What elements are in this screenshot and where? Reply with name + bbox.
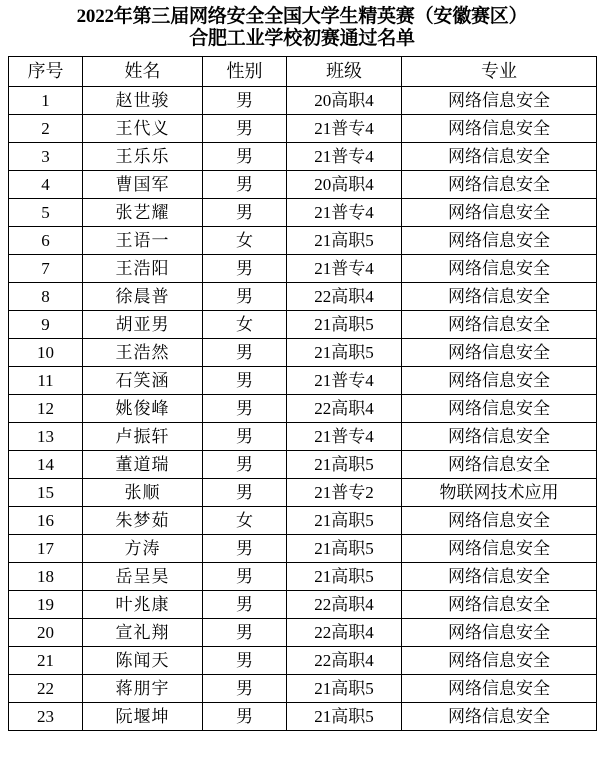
cell-name: 张艺耀 — [83, 198, 203, 226]
cell-index: 7 — [9, 254, 83, 282]
cell-class: 21高职5 — [287, 534, 402, 562]
table-row — [9, 422, 597, 450]
cell-gender: 男 — [203, 674, 287, 702]
cell-major: 网络信息安全 — [402, 562, 597, 590]
table-header-row — [9, 56, 597, 86]
cell-index: 20 — [9, 618, 83, 646]
cell-class: 22高职4 — [287, 590, 402, 618]
cell-name: 岳呈昊 — [83, 562, 203, 590]
cell-gender: 女 — [203, 226, 287, 254]
title-line-primary: 2022年第三届网络安全全国大学生精英赛（安徽赛区） — [76, 6, 528, 27]
cell-name: 蒋朋宇 — [83, 674, 203, 702]
table-row — [9, 702, 597, 730]
cell-major: 网络信息安全 — [402, 142, 597, 170]
cell-class: 21高职5 — [287, 450, 402, 478]
cell-class: 21普专4 — [287, 422, 402, 450]
table-row — [9, 394, 597, 422]
cell-gender: 男 — [203, 618, 287, 646]
cell-name: 陈闻天 — [83, 646, 203, 674]
cell-gender: 男 — [203, 562, 287, 590]
table-row — [9, 590, 597, 618]
cell-class: 20高职4 — [287, 170, 402, 198]
cell-class: 21普专4 — [287, 114, 402, 142]
table-row — [9, 562, 597, 590]
cell-index: 19 — [9, 590, 83, 618]
cell-index: 2 — [9, 114, 83, 142]
cell-class: 21高职5 — [287, 226, 402, 254]
cell-gender: 男 — [203, 282, 287, 310]
cell-name: 徐晨普 — [83, 282, 203, 310]
cell-gender: 男 — [203, 142, 287, 170]
cell-index: 23 — [9, 702, 83, 730]
cell-name: 张顺 — [83, 478, 203, 506]
column-header-name: 姓名 — [83, 56, 203, 86]
table-row — [9, 506, 597, 534]
cell-gender: 男 — [203, 646, 287, 674]
cell-major: 网络信息安全 — [402, 170, 597, 198]
cell-major: 网络信息安全 — [402, 114, 597, 142]
cell-major: 网络信息安全 — [402, 282, 597, 310]
roster-table — [8, 56, 597, 731]
cell-major: 网络信息安全 — [402, 702, 597, 730]
cell-gender: 男 — [203, 114, 287, 142]
cell-major: 网络信息安全 — [402, 338, 597, 366]
cell-class: 22高职4 — [287, 618, 402, 646]
cell-index: 8 — [9, 282, 83, 310]
cell-name: 朱梦茹 — [83, 506, 203, 534]
cell-class: 21普专4 — [287, 198, 402, 226]
column-header-index: 序号 — [9, 56, 83, 86]
table-row — [9, 534, 597, 562]
cell-major: 网络信息安全 — [402, 674, 597, 702]
cell-class: 21高职5 — [287, 702, 402, 730]
table-row — [9, 198, 597, 226]
cell-major: 网络信息安全 — [402, 86, 597, 114]
cell-name: 曹国军 — [83, 170, 203, 198]
cell-major: 网络信息安全 — [402, 254, 597, 282]
cell-gender: 男 — [203, 422, 287, 450]
cell-class: 22高职4 — [287, 282, 402, 310]
cell-index: 9 — [9, 310, 83, 338]
table-row — [9, 114, 597, 142]
cell-gender: 女 — [203, 506, 287, 534]
cell-gender: 男 — [203, 338, 287, 366]
table-body — [9, 86, 597, 730]
table-row — [9, 86, 597, 114]
cell-name: 宣礼翔 — [83, 618, 203, 646]
cell-index: 12 — [9, 394, 83, 422]
cell-index: 6 — [9, 226, 83, 254]
cell-index: 16 — [9, 506, 83, 534]
cell-class: 21高职5 — [287, 562, 402, 590]
cell-index: 17 — [9, 534, 83, 562]
table-row — [9, 674, 597, 702]
table-row — [9, 282, 597, 310]
cell-gender: 男 — [203, 534, 287, 562]
cell-major: 网络信息安全 — [402, 366, 597, 394]
table-row — [9, 450, 597, 478]
cell-name: 王浩阳 — [83, 254, 203, 282]
cell-class: 21高职5 — [287, 506, 402, 534]
cell-gender: 男 — [203, 702, 287, 730]
cell-major: 网络信息安全 — [402, 534, 597, 562]
cell-index: 3 — [9, 142, 83, 170]
cell-class: 21普专4 — [287, 366, 402, 394]
document-title — [8, 6, 596, 51]
column-header-major: 专业 — [402, 56, 597, 86]
cell-name: 王乐乐 — [83, 142, 203, 170]
cell-major: 网络信息安全 — [402, 198, 597, 226]
column-header-gender: 性别 — [203, 56, 287, 86]
cell-major: 网络信息安全 — [402, 506, 597, 534]
cell-gender: 男 — [203, 590, 287, 618]
title-line-secondary: 合肥工业学校初赛通过名单 — [189, 28, 415, 50]
cell-gender: 男 — [203, 254, 287, 282]
cell-class: 22高职4 — [287, 394, 402, 422]
cell-class: 20高职4 — [287, 86, 402, 114]
cell-name: 卢振轩 — [83, 422, 203, 450]
cell-name: 阮堰坤 — [83, 702, 203, 730]
table-row — [9, 254, 597, 282]
table-row — [9, 226, 597, 254]
table-row — [9, 618, 597, 646]
cell-major: 网络信息安全 — [402, 310, 597, 338]
cell-major: 网络信息安全 — [402, 590, 597, 618]
table-row — [9, 646, 597, 674]
cell-major: 网络信息安全 — [402, 394, 597, 422]
cell-name: 赵世骏 — [83, 86, 203, 114]
cell-name: 方涛 — [83, 534, 203, 562]
cell-name: 王代义 — [83, 114, 203, 142]
cell-name: 叶兆康 — [83, 590, 203, 618]
cell-index: 10 — [9, 338, 83, 366]
cell-index: 13 — [9, 422, 83, 450]
cell-name: 石笑涵 — [83, 366, 203, 394]
table-row — [9, 310, 597, 338]
cell-major: 网络信息安全 — [402, 618, 597, 646]
cell-index: 5 — [9, 198, 83, 226]
cell-major: 物联网技术应用 — [402, 478, 597, 506]
cell-major: 网络信息安全 — [402, 422, 597, 450]
cell-index: 18 — [9, 562, 83, 590]
cell-index: 22 — [9, 674, 83, 702]
column-header-class: 班级 — [287, 56, 402, 86]
cell-index: 11 — [9, 366, 83, 394]
cell-gender: 男 — [203, 198, 287, 226]
cell-class: 21普专2 — [287, 478, 402, 506]
cell-class: 21普专4 — [287, 254, 402, 282]
cell-gender: 男 — [203, 394, 287, 422]
table-row — [9, 338, 597, 366]
cell-index: 14 — [9, 450, 83, 478]
cell-class: 21高职5 — [287, 310, 402, 338]
table-header — [9, 56, 597, 86]
cell-index: 21 — [9, 646, 83, 674]
cell-index: 4 — [9, 170, 83, 198]
cell-class: 21高职5 — [287, 338, 402, 366]
cell-gender: 男 — [203, 86, 287, 114]
cell-major: 网络信息安全 — [402, 646, 597, 674]
table-row — [9, 170, 597, 198]
cell-gender: 男 — [203, 170, 287, 198]
cell-name: 姚俊峰 — [83, 394, 203, 422]
cell-gender: 女 — [203, 310, 287, 338]
cell-name: 王浩然 — [83, 338, 203, 366]
table-row — [9, 366, 597, 394]
cell-name: 胡亚男 — [83, 310, 203, 338]
table-row — [9, 478, 597, 506]
cell-index: 15 — [9, 478, 83, 506]
cell-gender: 男 — [203, 450, 287, 478]
cell-class: 21高职5 — [287, 674, 402, 702]
cell-gender: 男 — [203, 478, 287, 506]
cell-index: 1 — [9, 86, 83, 114]
table-row — [9, 142, 597, 170]
cell-gender: 男 — [203, 366, 287, 394]
cell-name: 王语一 — [83, 226, 203, 254]
cell-major: 网络信息安全 — [402, 226, 597, 254]
cell-name: 董道瑞 — [83, 450, 203, 478]
cell-class: 21普专4 — [287, 142, 402, 170]
cell-major: 网络信息安全 — [402, 450, 597, 478]
cell-class: 22高职4 — [287, 646, 402, 674]
